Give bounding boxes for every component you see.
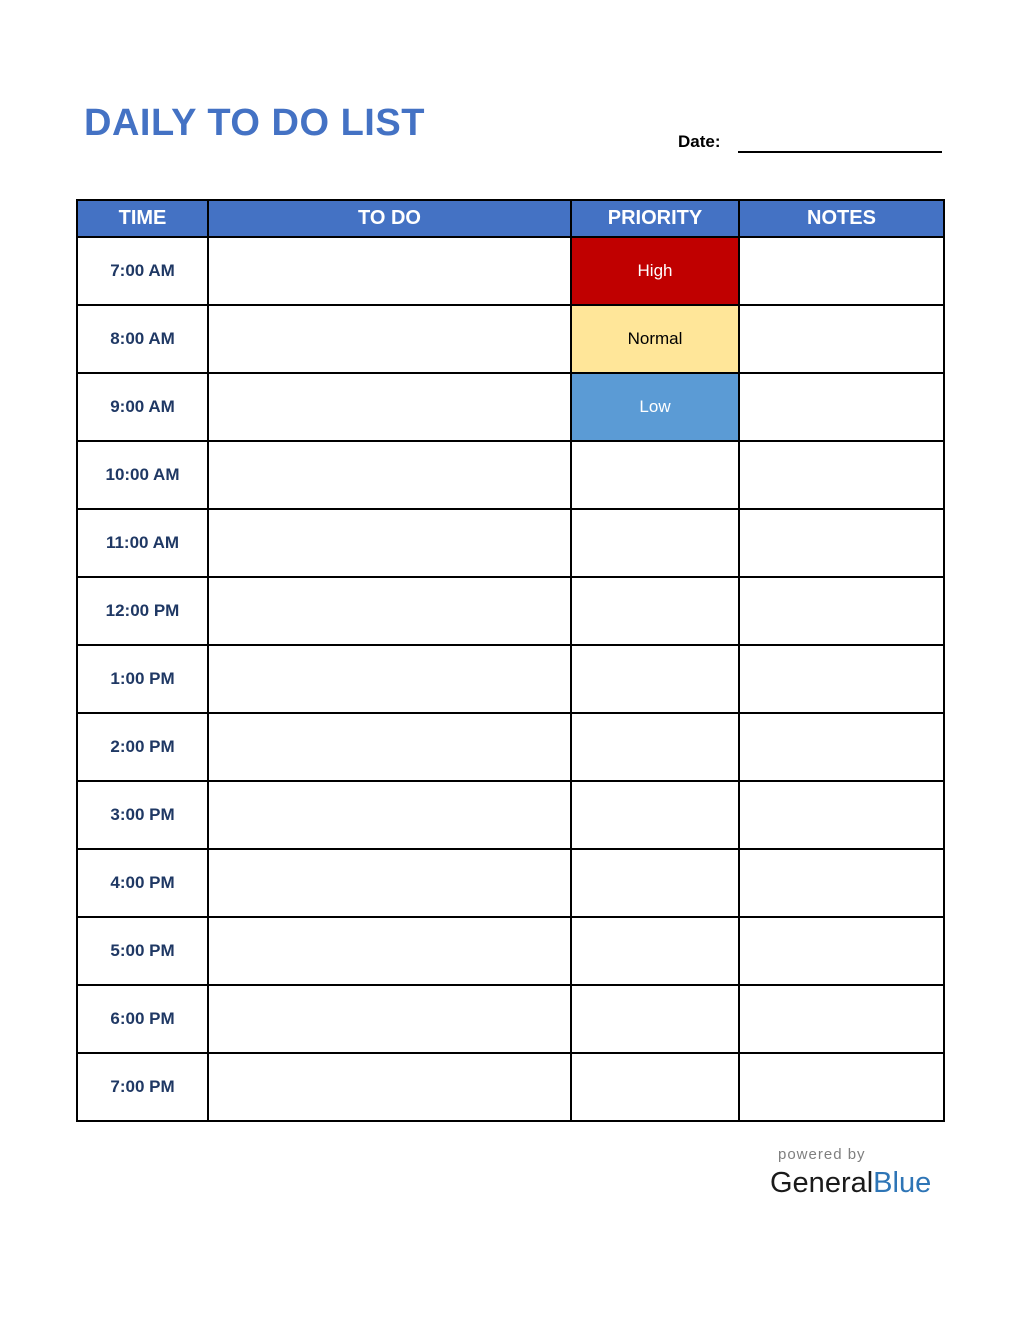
- brand-part-general: General: [770, 1167, 874, 1199]
- time-cell: 7:00 AM: [77, 237, 208, 305]
- notes-cell[interactable]: [739, 713, 944, 781]
- brand-part-blue: Blue: [873, 1167, 932, 1199]
- notes-cell[interactable]: [739, 917, 944, 985]
- time-cell: 4:00 PM: [77, 849, 208, 917]
- priority-cell[interactable]: [571, 645, 739, 713]
- todo-cell[interactable]: [208, 373, 571, 441]
- time-cell: 7:00 PM: [77, 1053, 208, 1121]
- todo-cell[interactable]: [208, 781, 571, 849]
- header-row: [77, 200, 944, 237]
- header-notes: NOTES: [739, 200, 944, 237]
- todo-cell[interactable]: [208, 441, 571, 509]
- header-time: TIME: [77, 200, 208, 237]
- todo-cell[interactable]: [208, 509, 571, 577]
- table-row: [77, 985, 944, 1053]
- table-row: [77, 305, 944, 373]
- todo-cell[interactable]: [208, 713, 571, 781]
- notes-cell[interactable]: [739, 577, 944, 645]
- time-cell: 11:00 AM: [77, 509, 208, 577]
- priority-cell[interactable]: [571, 917, 739, 985]
- table-row: [77, 849, 944, 917]
- notes-cell[interactable]: [739, 373, 944, 441]
- notes-cell[interactable]: [739, 305, 944, 373]
- priority-cell[interactable]: [571, 985, 739, 1053]
- table-row: [77, 373, 944, 441]
- table-body: [77, 237, 944, 1121]
- date-input-line[interactable]: [738, 151, 942, 153]
- time-cell: 5:00 PM: [77, 917, 208, 985]
- priority-cell[interactable]: Low: [571, 373, 739, 441]
- priority-cell[interactable]: Normal: [571, 305, 739, 373]
- table-row: [77, 237, 944, 305]
- notes-cell[interactable]: [739, 237, 944, 305]
- todo-cell[interactable]: [208, 305, 571, 373]
- priority-cell[interactable]: [571, 849, 739, 917]
- notes-cell[interactable]: [739, 441, 944, 509]
- notes-cell[interactable]: [739, 781, 944, 849]
- todo-cell[interactable]: [208, 1053, 571, 1121]
- todo-cell[interactable]: [208, 577, 571, 645]
- priority-cell[interactable]: [571, 713, 739, 781]
- priority-cell[interactable]: [571, 509, 739, 577]
- priority-cell[interactable]: [571, 1053, 739, 1121]
- notes-cell[interactable]: [739, 849, 944, 917]
- table-row: [77, 781, 944, 849]
- page-title: DAILY TO DO LIST: [84, 102, 425, 144]
- brand-logo: [770, 1166, 931, 1200]
- table-row: [77, 577, 944, 645]
- priority-cell[interactable]: [571, 577, 739, 645]
- todo-cell[interactable]: [208, 917, 571, 985]
- todo-cell[interactable]: [208, 849, 571, 917]
- time-cell: 6:00 PM: [77, 985, 208, 1053]
- table-row: [77, 509, 944, 577]
- time-cell: 2:00 PM: [77, 713, 208, 781]
- header-priority: PRIORITY: [571, 200, 739, 237]
- priority-cell[interactable]: [571, 441, 739, 509]
- time-cell: 12:00 PM: [77, 577, 208, 645]
- time-cell: 3:00 PM: [77, 781, 208, 849]
- time-cell: 9:00 AM: [77, 373, 208, 441]
- priority-cell[interactable]: High: [571, 237, 739, 305]
- todo-cell[interactable]: [208, 645, 571, 713]
- todo-cell[interactable]: [208, 985, 571, 1053]
- todo-cell[interactable]: [208, 237, 571, 305]
- powered-by-label: powered by: [778, 1146, 866, 1163]
- notes-cell[interactable]: [739, 645, 944, 713]
- time-cell: 1:00 PM: [77, 645, 208, 713]
- date-label: Date:: [678, 132, 721, 151]
- time-cell: 10:00 AM: [77, 441, 208, 509]
- notes-cell[interactable]: [739, 509, 944, 577]
- header-todo: TO DO: [208, 200, 571, 237]
- table-row: [77, 441, 944, 509]
- table-row: [77, 1053, 944, 1121]
- table-row: [77, 713, 944, 781]
- time-cell: 8:00 AM: [77, 305, 208, 373]
- table-row: [77, 645, 944, 713]
- priority-cell[interactable]: [571, 781, 739, 849]
- notes-cell[interactable]: [739, 985, 944, 1053]
- notes-cell[interactable]: [739, 1053, 944, 1121]
- todo-table: [76, 199, 945, 1122]
- table-row: [77, 917, 944, 985]
